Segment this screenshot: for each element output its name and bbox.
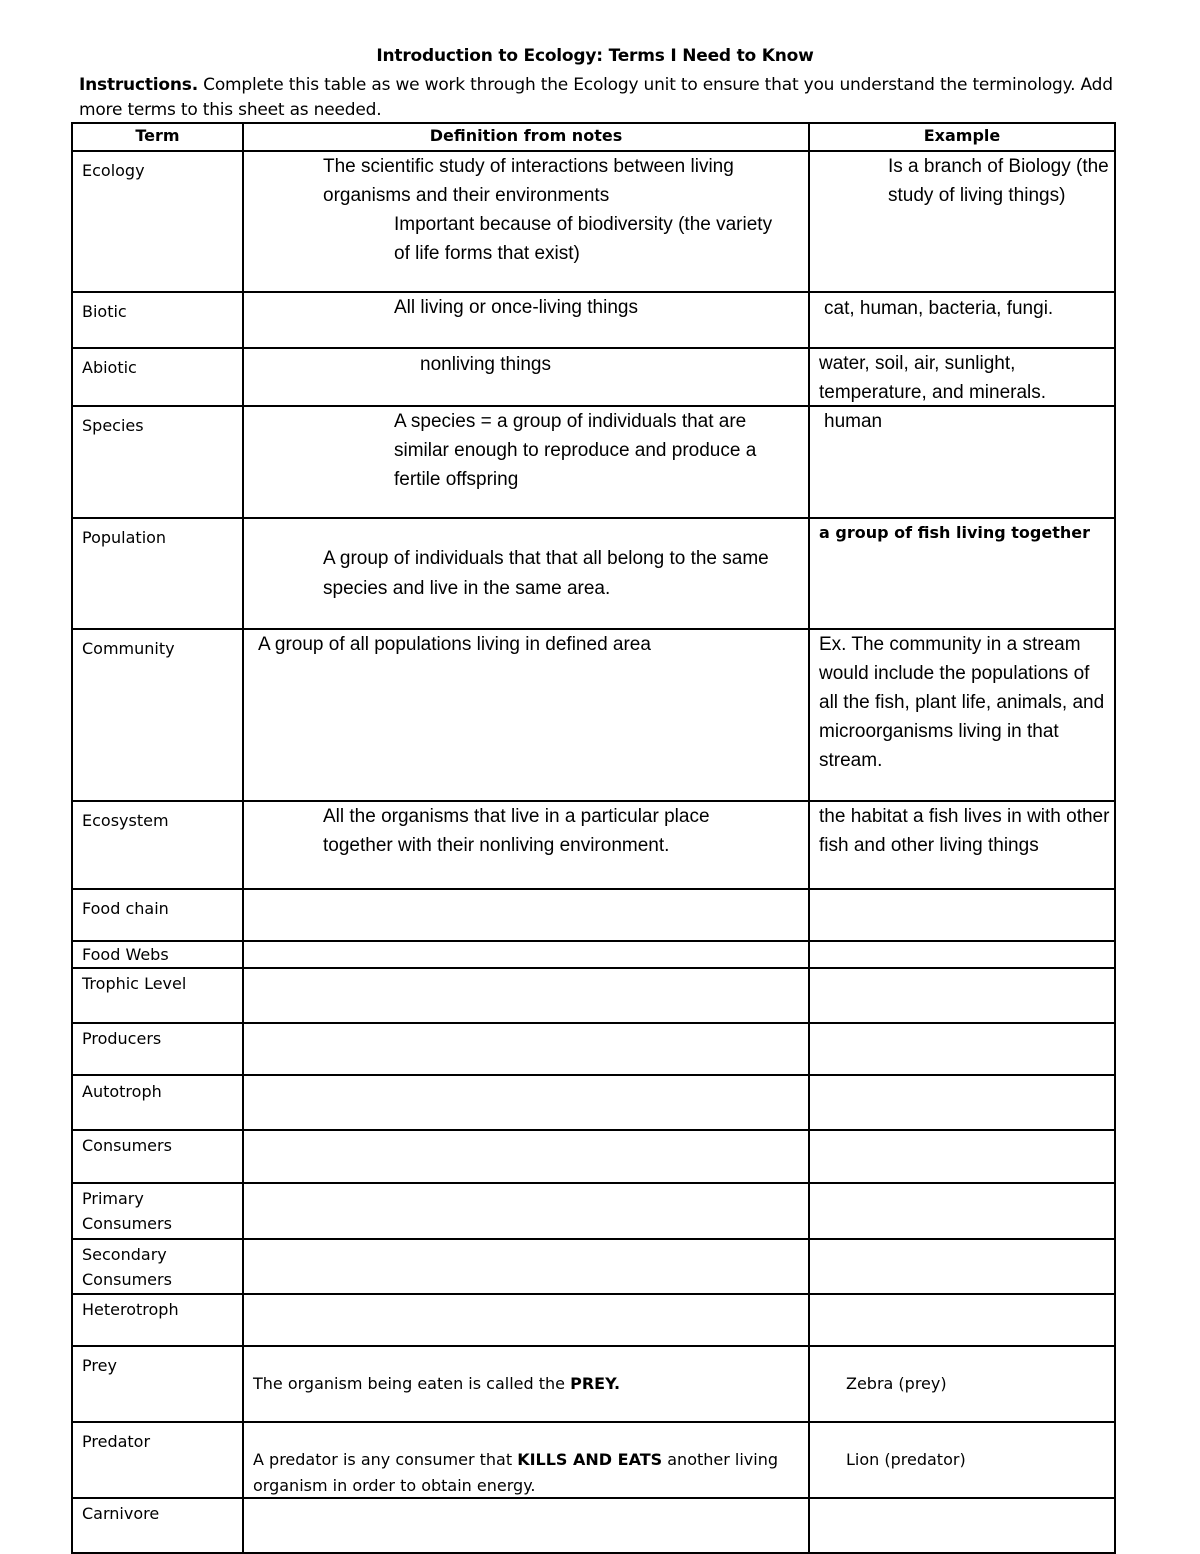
table-row xyxy=(72,968,1115,1023)
example-cell xyxy=(809,941,1115,968)
table-row xyxy=(72,1294,1115,1346)
definition-text: nonliving things xyxy=(420,354,551,375)
table-row xyxy=(72,1346,1115,1422)
example-cell xyxy=(809,1023,1115,1075)
example-cell xyxy=(809,1075,1115,1130)
term-cell: Species xyxy=(72,406,243,518)
term-cell: Ecosystem xyxy=(72,801,243,889)
term-cell: Secondary Consumers xyxy=(72,1239,243,1294)
table-row xyxy=(72,1422,1115,1498)
definition-cell xyxy=(243,801,809,889)
definition-cell xyxy=(243,941,809,968)
example-cell xyxy=(809,1422,1115,1498)
definition-cell xyxy=(243,1294,809,1346)
definition-text: All living or once-living things xyxy=(394,297,638,318)
term-cell: Food chain xyxy=(72,889,243,941)
example-cell xyxy=(809,889,1115,941)
definition-text: All the organisms that live in a particular place together with their nonliving environment. xyxy=(323,806,710,856)
example-cell xyxy=(809,1498,1115,1553)
definition-cell xyxy=(243,1422,809,1498)
example-cell xyxy=(809,348,1115,406)
table-row xyxy=(72,889,1115,941)
definition-text: A group of all populations living in defined area xyxy=(258,634,651,655)
term-cell: Biotic xyxy=(72,292,243,348)
example-text: Is a branch of Biology (the study of living things) xyxy=(888,156,1109,206)
header-definition: Definition from notes xyxy=(243,123,809,151)
table-row xyxy=(72,1239,1115,1294)
term-cell: Trophic Level xyxy=(72,968,243,1023)
definition-cell xyxy=(243,1023,809,1075)
definition-cell xyxy=(243,1239,809,1294)
term-cell: Community xyxy=(72,629,243,801)
table-row xyxy=(72,1183,1115,1239)
table-row xyxy=(72,1498,1115,1553)
example-text: a group of fish living together xyxy=(819,523,1091,542)
example-cell xyxy=(809,151,1115,292)
term-cell: Food Webs xyxy=(72,941,243,968)
example-text: Ex. The community in a stream would include the populations of all the fish, plant life, animals, and microorganisms living in that stream. xyxy=(819,634,1105,771)
definition-text-plain: The organism being eaten is called the xyxy=(253,1374,571,1393)
definition-text: A group of individuals that that all belong to the same species and live in the same area. xyxy=(323,548,769,599)
example-cell xyxy=(809,1183,1115,1239)
definition-cell xyxy=(243,348,809,406)
example-text: Zebra (prey) xyxy=(846,1374,947,1393)
example-text: cat, human, bacteria, fungi. xyxy=(824,298,1054,319)
definition-text-bold: KILLS AND EATS xyxy=(517,1450,663,1469)
example-cell xyxy=(809,518,1115,629)
term-cell: Producers xyxy=(72,1023,243,1075)
example-cell xyxy=(809,292,1115,348)
definition-text-plain: another living organism in order to obtain energy. xyxy=(253,1450,778,1495)
term-cell: Carnivore xyxy=(72,1498,243,1553)
definition-cell xyxy=(243,406,809,518)
definition-text-bold: PREY. xyxy=(570,1374,621,1393)
definition-cell xyxy=(243,1130,809,1183)
table-row xyxy=(72,292,1115,348)
term-cell: Ecology xyxy=(72,151,243,292)
definition-cell xyxy=(243,629,809,801)
table-row xyxy=(72,629,1115,801)
table-row xyxy=(72,801,1115,889)
definition-cell xyxy=(243,1075,809,1130)
term-cell: Population xyxy=(72,518,243,629)
definition-text-plain: A predator is any consumer that xyxy=(253,1450,518,1469)
instructions xyxy=(79,73,1139,123)
example-cell xyxy=(809,1346,1115,1422)
term-cell: Primary Consumers xyxy=(72,1183,243,1239)
table-row xyxy=(72,941,1115,968)
definition-text: A species = a group of individuals that are similar enough to reproduce and produce a fertile offspring xyxy=(394,411,757,490)
definition-cell xyxy=(243,1346,809,1422)
instructions-text: Complete this table as we work through the Ecology unit to ensure that you understand the terminology. Add more terms to this sheet as needed. xyxy=(79,75,1113,120)
table-row xyxy=(72,151,1115,292)
table-row xyxy=(72,406,1115,518)
definition-cell xyxy=(243,151,809,292)
term-cell: Consumers xyxy=(72,1130,243,1183)
term-cell: Prey xyxy=(72,1346,243,1422)
example-cell xyxy=(809,1130,1115,1183)
definition-text xyxy=(253,1447,798,1499)
definition-cell xyxy=(243,518,809,629)
definition-note: Important because of biodiversity (the variety of life forms that exist) xyxy=(394,214,773,264)
example-cell xyxy=(809,629,1115,801)
definition-cell xyxy=(243,1183,809,1239)
example-cell xyxy=(809,1239,1115,1294)
header-term: Term xyxy=(72,123,243,151)
definition-text: The scientific study of interactions between living organisms and their environments xyxy=(323,156,734,206)
table-header-row xyxy=(72,123,1115,151)
example-text: water, soil, air, sunlight, temperature, and minerals. xyxy=(819,353,1047,403)
table-row xyxy=(72,1130,1115,1183)
definition-cell xyxy=(243,968,809,1023)
example-text: the habitat a fish lives in with other fish and other living things xyxy=(819,806,1110,856)
table-row xyxy=(72,1075,1115,1130)
term-cell: Abiotic xyxy=(72,348,243,406)
example-text: Lion (predator) xyxy=(846,1450,966,1469)
table-row xyxy=(72,348,1115,406)
example-text: human xyxy=(824,411,883,432)
example-cell xyxy=(809,1294,1115,1346)
term-cell: Autotroph xyxy=(72,1075,243,1130)
definition-cell xyxy=(243,1498,809,1553)
page-title: Introduction to Ecology: Terms I Need to Know xyxy=(376,46,814,66)
table-row xyxy=(72,518,1115,629)
instructions-label: Instructions. xyxy=(79,75,198,95)
definition-cell xyxy=(243,889,809,941)
term-cell: Predator xyxy=(72,1422,243,1498)
definition-cell xyxy=(243,292,809,348)
example-cell xyxy=(809,801,1115,889)
example-cell xyxy=(809,968,1115,1023)
table-row xyxy=(72,1023,1115,1075)
definition-text xyxy=(253,1371,793,1397)
header-example: Example xyxy=(809,123,1115,151)
example-cell xyxy=(809,406,1115,518)
terms-table xyxy=(71,122,1116,1554)
term-cell: Heterotroph xyxy=(72,1294,243,1346)
